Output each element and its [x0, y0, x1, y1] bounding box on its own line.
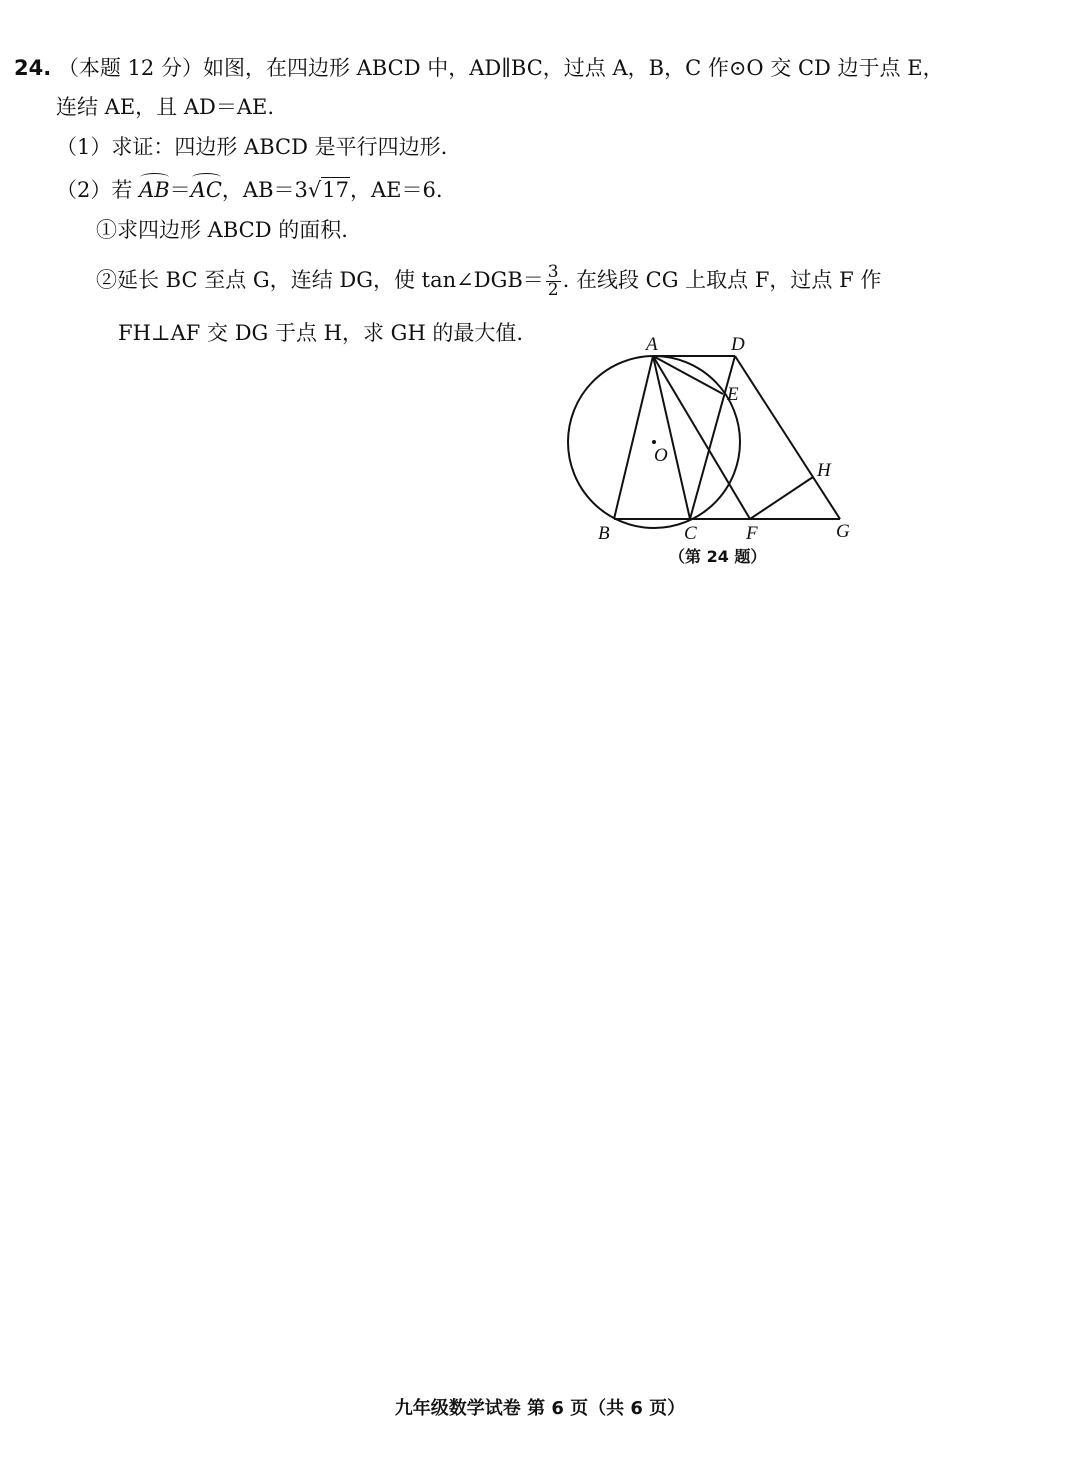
problem-stem-2: 连结 AE，且 AD＝AE. — [56, 95, 275, 119]
arc-ab: AB — [139, 178, 170, 202]
part-2-suffix: ，AE＝6. — [350, 178, 443, 202]
part-2-mid: ，AB＝3 — [221, 178, 308, 202]
label-o: O — [654, 445, 668, 466]
segment-ac — [653, 356, 690, 519]
sub-question-2 — [96, 264, 881, 299]
fraction-denominator: 2 — [547, 280, 559, 300]
label-c: C — [684, 523, 697, 544]
segment-af — [653, 356, 750, 519]
part-2-prefix: （2）若 — [56, 178, 133, 202]
problem-stem-1: 如图，在四边形 ABCD 中，AD∥BC，过点 A，B，C 作⊙O 交 CD 边于点 E， — [202, 56, 944, 80]
sub-2-before: ②延长 BC 至点 G，连结 DG，使 tan∠DGB＝ — [96, 268, 544, 292]
label-f: F — [746, 523, 758, 544]
arc-ac: AC — [190, 178, 222, 202]
figure-caption: （第 24 题） — [669, 547, 767, 566]
segment-fh — [750, 477, 813, 519]
label-e: E — [727, 384, 739, 405]
problem-line-1 — [14, 54, 944, 82]
geometry-figure — [560, 330, 870, 575]
center-o-dot — [652, 440, 656, 444]
part-2-eq: ＝ — [169, 178, 191, 202]
page-footer: 九年级数学试卷 第 6 页（共 6 页） — [394, 1398, 686, 1419]
sub-question-1: ①求四边形 ABCD 的面积. — [96, 218, 348, 242]
problem-number: 24. — [14, 56, 52, 80]
label-d: D — [731, 334, 745, 355]
label-b: B — [598, 523, 610, 544]
segment-ab — [614, 356, 653, 519]
fraction-3-2 — [546, 264, 561, 299]
label-a: A — [646, 334, 658, 355]
part-1: （1）求证：四边形 ABCD 是平行四边形. — [56, 135, 448, 159]
sqrt-sign: √ — [307, 178, 322, 202]
sub-question-2-line-2: FH⊥AF 交 DG 于点 H，求 GH 的最大值. — [118, 321, 524, 345]
part-2 — [56, 176, 443, 204]
sqrt-radicand: 17 — [322, 178, 349, 202]
label-h: H — [817, 460, 831, 481]
label-g: G — [836, 521, 850, 542]
sub-2-after: . 在线段 CG 上取点 F，过点 F 作 — [562, 268, 882, 292]
problem-points: （本题 12 分） — [57, 56, 203, 80]
fraction-numerator: 3 — [547, 262, 559, 282]
